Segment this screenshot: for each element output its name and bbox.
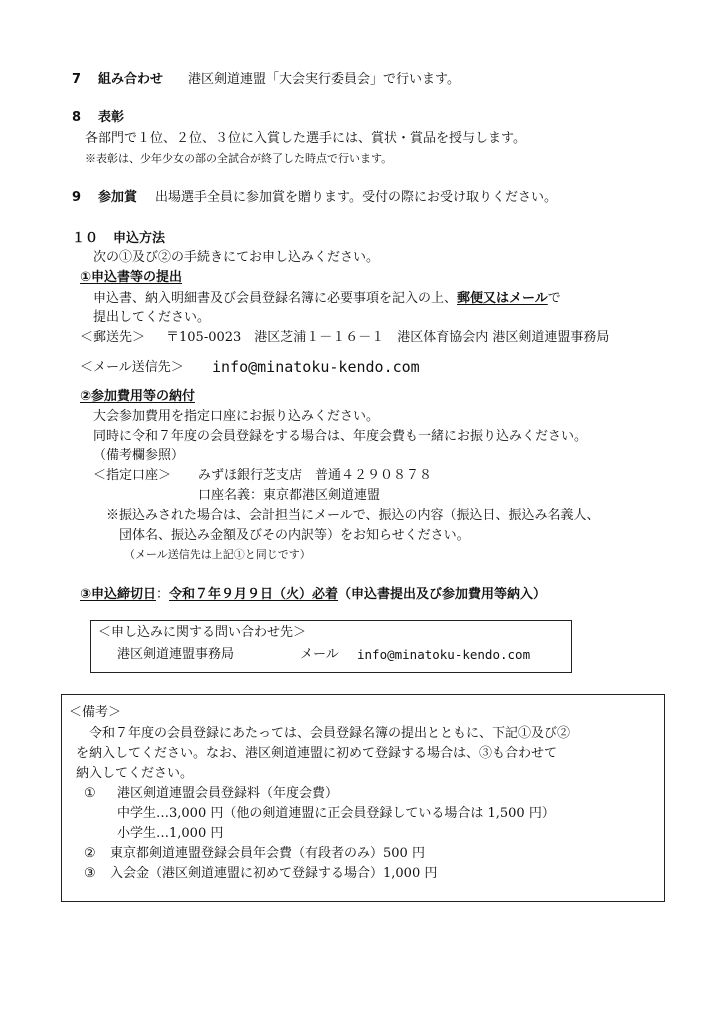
remarks-para-3: 納入してください。 <box>76 766 194 781</box>
account-name: 口座名義：東京都港区剣道連盟 <box>198 488 381 503</box>
section-9-number: 9 <box>72 190 82 205</box>
section-9-title: 参加賞 <box>98 190 138 205</box>
sub3-heading: ③申込締切日 <box>80 587 157 602</box>
transfer-note-1: ※振込みされた場合は、会計担当にメールで、振込の内容（振込日、振込み名義人、 <box>106 508 600 523</box>
contact-mail-label: メール <box>300 647 339 662</box>
section-10-intro: 次の①及び②の手続きにてお申し込みください。 <box>93 250 380 265</box>
mail-label: ＜メール送信先＞ <box>80 360 184 375</box>
remarks-para-1: 令和７年度の会員登録にあたっては、会員登録名簿の提出とともに、下記①及び② <box>89 726 571 741</box>
section-8-line1: 各部門で１位、２位、３位に入賞した選手には、賞状・賞品を授与します。 <box>85 131 526 146</box>
remarks-item-2-number: ② <box>84 846 96 861</box>
section-8-number: 8 <box>72 110 82 125</box>
section-7-number: 7 <box>72 72 82 87</box>
section-8-title: 表彰 <box>98 110 125 125</box>
section-7-title: 組み合わせ <box>98 72 164 87</box>
transfer-note-3: （メール送信先は上記①と同じです） <box>124 548 311 561</box>
sub3-deadline: 令和７年９月９日（火）必着 <box>169 587 339 602</box>
remarks-item-2: 東京都剣道連盟登録会員年会費（有段者のみ）500 円 <box>110 846 425 861</box>
remarks-item-1-elementary: 小学生…1,000 円 <box>117 826 224 841</box>
remarks-item-3-number: ③ <box>84 866 96 881</box>
remarks-item-3: 入会金（港区剣道連盟に初めて登録する場合）1,000 円 <box>110 866 438 881</box>
mail-address-link[interactable]: info@minatoku-kendo.com <box>212 358 420 376</box>
post-address: 〒105-0023 港区芝浦１－１６－１ 港区体育協会内 港区剣道連盟事務局 <box>166 330 610 345</box>
post-label: ＜郵送先＞ <box>80 330 146 345</box>
sub2-line2: 同時に令和７年度の会員登録をする場合は、年度会費も一緒にお振り込みください。 <box>93 429 588 444</box>
section-10-number: １０ <box>72 231 99 246</box>
section-8-note: ※表彰は、少年少女の部の全試合が終了した時点で行います。 <box>85 152 393 165</box>
sub3-deadline-line <box>80 587 546 603</box>
account-bank: みずほ銀行芝支店 普通４２９０８７８ <box>198 468 433 483</box>
section-7-text: 港区剣道連盟「大会実行委員会」で行います。 <box>188 72 460 87</box>
account-label: ＜指定口座＞ <box>93 468 172 483</box>
sub1-line1-emphasis: 郵便又はメール <box>457 291 548 306</box>
remarks-item-1: 港区剣道連盟会員登録料（年度会費） <box>117 786 339 801</box>
contact-title: ＜申し込みに関する問い合わせ先＞ <box>98 625 307 640</box>
remarks-title: ＜備考＞ <box>69 705 122 720</box>
sub3-paren: （申込書提出及び参加費用等納入） <box>338 587 547 602</box>
transfer-note-2: 団体名、振込み金額及びその内訳等）をお知らせください。 <box>119 528 470 543</box>
contact-office: 港区剣道連盟事務局 <box>117 647 235 662</box>
section-10-title: 申込方法 <box>113 231 166 246</box>
sub1-line1-a: 申込書、納入明細書及び会員登録名簿に必要事項を記入の上、 <box>93 291 458 306</box>
sub3-colon: ： <box>156 587 170 602</box>
sub2-line3: （備考欄参照） <box>93 448 185 463</box>
sub1-line1 <box>93 291 561 307</box>
remarks-para-2: を納入してください。なお、港区剣道連盟に初めて登録する場合は、③も合わせて <box>76 746 558 761</box>
remarks-box <box>61 694 665 902</box>
remarks-item-1-number: ① <box>84 786 96 801</box>
contact-box <box>90 620 572 673</box>
section-9-text: 出場選手全員に参加賞を贈ります。受付の際にお受け取りください。 <box>155 190 557 205</box>
sub1-line1-c: で <box>547 291 561 306</box>
sub2-line1: 大会参加費用を指定口座にお振り込みください。 <box>93 409 380 424</box>
remarks-item-1-junior-high: 中学生…3,000 円（他の剣道連盟に正会員登録している場合は 1,500 円） <box>117 806 555 821</box>
sub2-heading: ②参加費用等の納付 <box>80 389 196 404</box>
sub1-line2: 提出してください。 <box>93 310 211 325</box>
sub1-heading: ①申込書等の提出 <box>80 270 183 285</box>
contact-mail-link[interactable]: info@minatoku-kendo.com <box>357 647 531 662</box>
